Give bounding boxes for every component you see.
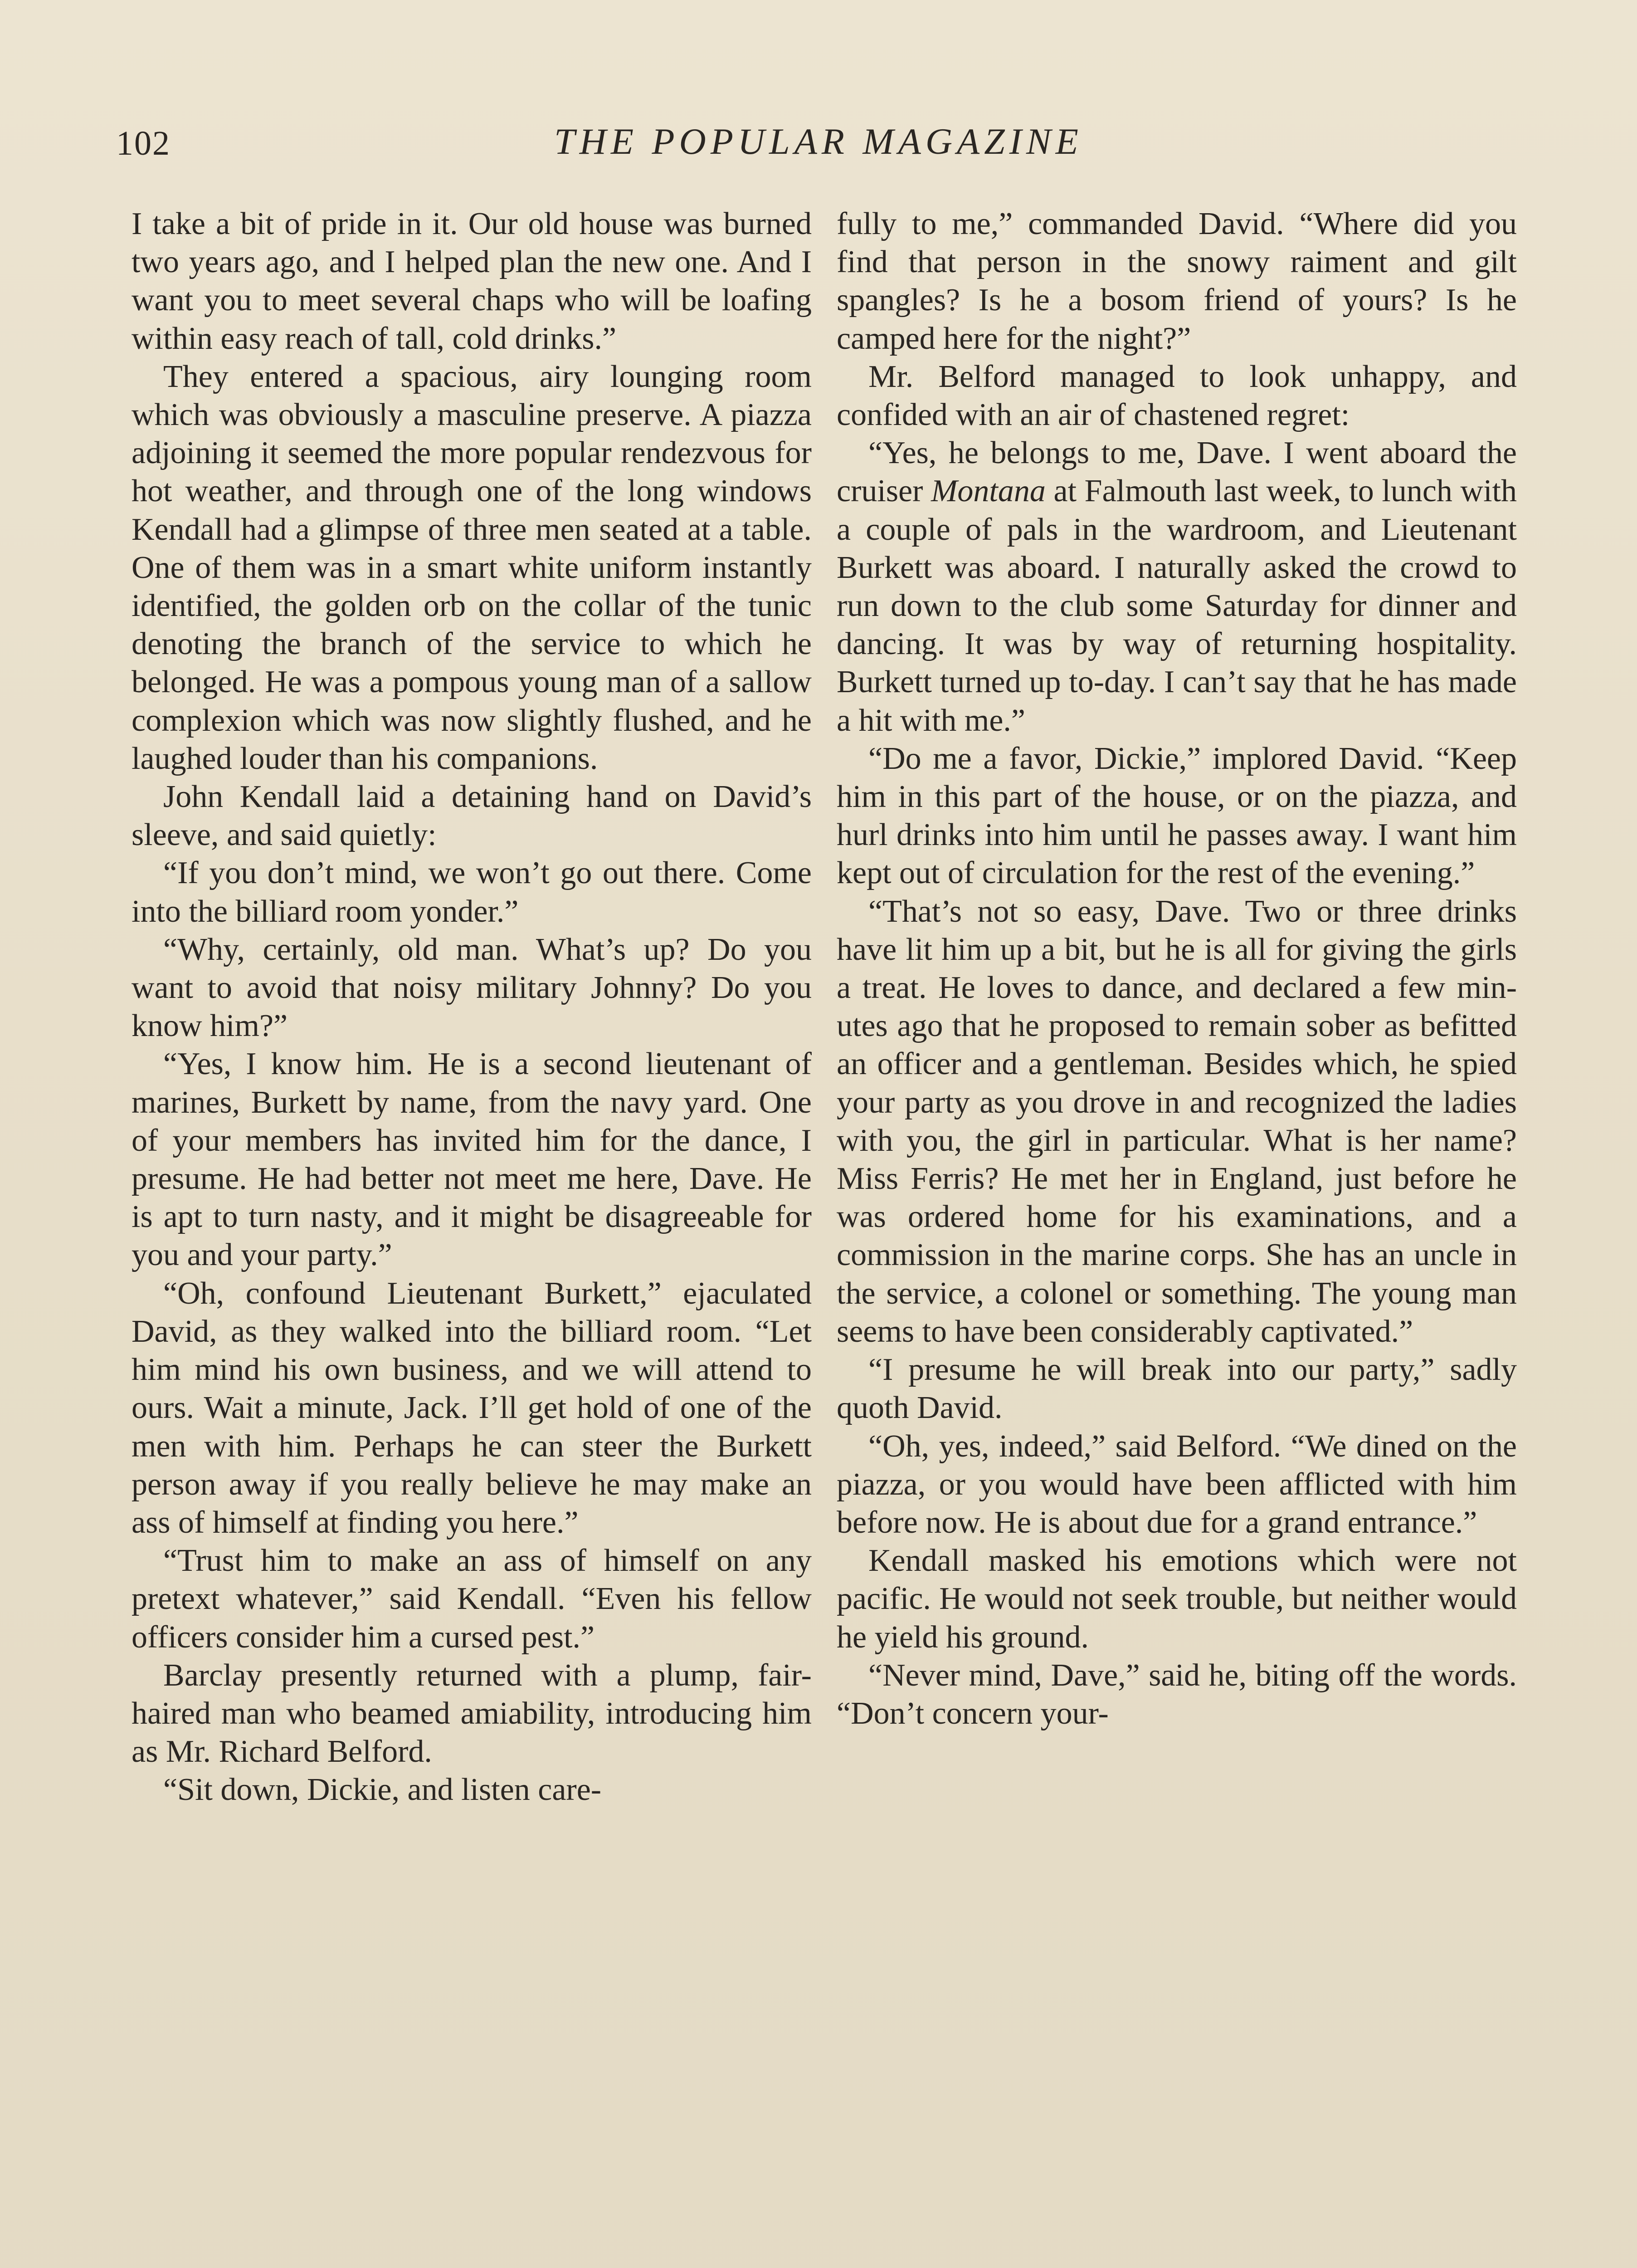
paragraph: “Yes, I know him. He is a second lieutenant of marines, Burkett by name, from the navy yard. One of your members has invited him for the dance, I presume. He had better not meet me here, Dave. He is apt to turn nasty, and it might be disagreeable for you and your party.” xyxy=(132,1046,812,1273)
paragraph: “Sit down, Dickie, and listen care- xyxy=(163,1772,602,1808)
paragraph: “Trust him to make an ass of himself on any pretext whatever,” said Kendall. “Even his fellow officers consider him a cursed pest.” xyxy=(132,1543,812,1655)
paragraph: Kendall masked his emotions which were not pacific. He would not seek trouble, but neither would he yield his ground. xyxy=(837,1543,1517,1655)
paragraph: “Do me a favor, Dickie,” implored David. “Keep him in this part of the house, or on the piazza, and hurl drinks into him until he passes away. I want him kept out of circulation for the rest of the evening.” xyxy=(837,741,1517,891)
paragraph: “I presume he will break into our party,” sadly quoth David. xyxy=(837,1352,1517,1426)
paragraph: “If you don’t mind, we won’t go out there. Come into the billiard room yonder.” xyxy=(132,855,812,929)
left-column xyxy=(132,205,812,1809)
paragraph: Barclay presently returned with a plump, fair-haired man who beamed amiability, introducing him as Mr. Richard Belford. xyxy=(132,1657,812,1769)
paragraph-text: “Yes, he belongs to me, Dave. I went aboard the cruiser xyxy=(837,435,1517,509)
paragraph: I take a bit of pride in it. Our old house was burned two years ago, and I helped plan the new one. And I want you to meet several chaps who will be loafing within easy reach of tall, cold drinks.” xyxy=(132,206,812,356)
paragraph-text: at Falmouth last week, to lunch with a couple of pals in the wardroom, and Lieutenant Burkett was aboard. I naturally asked the crowd to run down to the club some Saturday for dinner and dancing. It was by way of returning hospitality. Burkett turned up to-day. I can’t say that he has made a hit with me.” xyxy=(837,474,1517,738)
paragraph xyxy=(837,434,1517,740)
page-number: 102 xyxy=(116,124,171,162)
paragraph: They entered a spacious, airy lounging room which was obviously a masculine preserve. A piazza adjoining it seemed the more popular rendezvous for hot weather, and through one of the long windows Kendall had a glimpse of three men seated at a table. One of them was in a smart white uniform instantly identified, the golden orb on the collar of the tunic denoting the branch of the service to which he belonged. He was a pompous young man of a sallow complexion which was now slightly flushed, and he laughed louder than his companions. xyxy=(132,359,812,776)
paragraph: “Why, certainly, old man. What’s up? Do you want to avoid that noisy military Johnny? Do you know him?” xyxy=(132,932,812,1044)
paragraph: “That’s not so easy, Dave. Two or three drinks have lit him up a bit, but he is all for giving the girls a treat. He loves to dance, and declared a few minutes ago that he proposed to remain sober as befitted an officer and a gentleman. Besides which, he spied your party as you drove in and recognized the ladies with you, the girl in particular. What is her name? Miss Ferris? He met her in England, just before he was ordered home for his examinations, and a commission in the marine corps. She has an uncle in the service, a colonel or something. The young man seems to have been considerably captivated.” xyxy=(837,894,1517,1349)
paragraph: “Oh, confound Lieutenant Burkett,” ejaculated David, as they walked into the billiard room. “Let him mind his own business, and we will attend to ours. Wait a minute, Jack. I’ll get hold of one of the men with him. Perhaps he can steer the Burkett person away if you really believe he may make an ass of himself at finding you here.” xyxy=(132,1276,812,1540)
paragraph: “Never mind, Dave,” said he, biting off the words. “Don’t concern your- xyxy=(837,1657,1517,1731)
running-title: THE POPULAR MAGAZINE xyxy=(554,121,1083,162)
paragraph: Mr. Belford managed to look unhappy, and confided with an air of chastened regret: xyxy=(837,359,1517,433)
paragraph: “Oh, yes, indeed,” said Belford. “We dined on the piazza, or you would have been afflicted with him before now. He is about due for a grand entrance.” xyxy=(837,1428,1517,1540)
ship-name: Montana xyxy=(931,474,1046,509)
paragraph: John Kendall laid a detaining hand on David’s sleeve, and said quietly: xyxy=(132,779,812,853)
paragraph: fully to me,” commanded David. “Where did you find that person in the snowy raiment and gilt spangles? Is he a bosom friend of yours? Is he camped here for the night?” xyxy=(837,206,1517,356)
right-column xyxy=(837,205,1517,1733)
page-header xyxy=(0,112,1637,167)
